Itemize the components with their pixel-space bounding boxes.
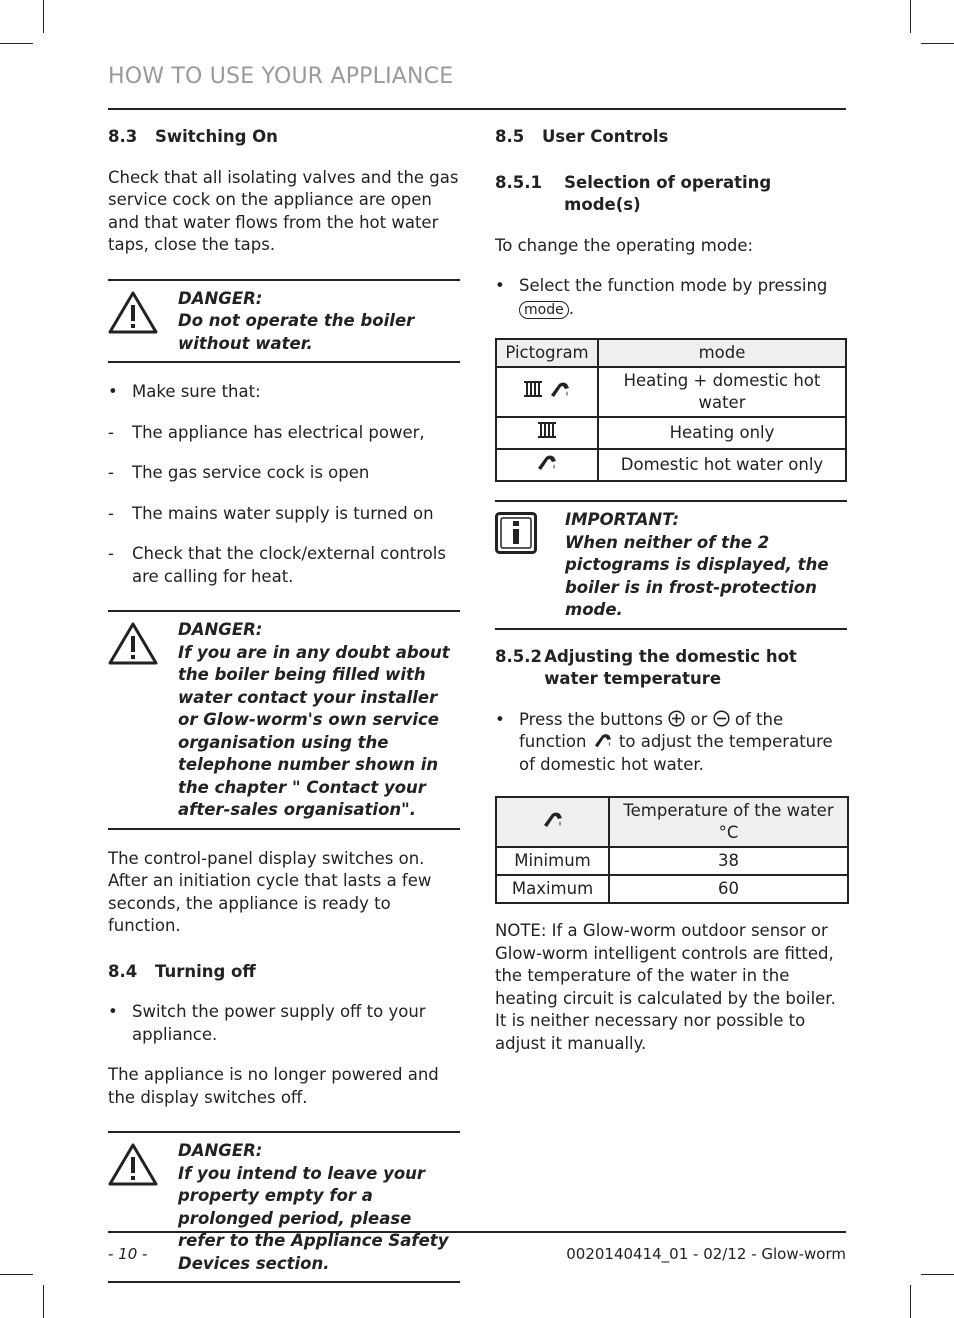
tap-icon [549, 384, 571, 403]
list-item: - The appliance has electrical power, [108, 422, 425, 442]
warning-icon [108, 619, 178, 822]
pictogram-cell [496, 449, 598, 481]
page-number: - 10 - [108, 1245, 148, 1263]
pictogram-cell [496, 367, 598, 417]
crop-mark [43, 1285, 44, 1318]
crop-mark [921, 1274, 954, 1275]
crop-mark [43, 0, 44, 33]
danger-callout: DANGER: If you are in any doubt about the boiler being filled with water contact your installer or Glow-worm's own service organisation using the telephone number shown in the chapter " Contact your after-sales organisation". [108, 610, 460, 830]
radiator-icon [523, 384, 543, 403]
danger-callout: DANGER: Do not operate the boiler without water. [108, 279, 460, 364]
section-heading-8-3: 8.3 Switching On [108, 127, 278, 146]
tap-icon [542, 814, 564, 833]
table-header: Pictogram [496, 339, 598, 367]
list-item: - Check that the clock/external controls are calling for heat. [108, 544, 446, 586]
tap-icon [536, 457, 558, 476]
pictogram-cell [496, 417, 598, 449]
crop-mark [0, 1274, 33, 1275]
page-footer [108, 1231, 846, 1263]
paragraph: Check that all isolating valves and the gas service cock on the appliance are open and that water flows from the hot water taps, close the taps. [108, 167, 459, 254]
temperature-table [495, 796, 849, 904]
table-header: Temperature of the water °C [609, 797, 848, 847]
crop-mark [910, 0, 911, 33]
danger-callout: DANGER: If you intend to leave your property empty for a prolonged period, please refer to the Appliance Safety Devices section. [108, 1131, 460, 1283]
table-cell: Maximum [496, 875, 609, 903]
paragraph: To change the operating mode: [495, 235, 754, 255]
table-cell: Heating only [598, 417, 846, 449]
warning-icon [108, 288, 178, 356]
important-callout: IMPORTANT: When neither of the 2 pictograms is displayed, the boiler is in frost-protection mode. [495, 500, 847, 630]
list-item: - The gas service cock is open [108, 463, 370, 482]
mode-table [495, 338, 847, 482]
page-header [108, 64, 846, 110]
paragraph: The appliance is no longer powered and the display switches off. [108, 1065, 439, 1107]
list-item: • Select the function mode by pressing mode . [495, 276, 828, 318]
section-heading-8-5: 8.5 User Controls [495, 127, 669, 146]
paragraph: The control-panel display switches on. After an initiation cycle that lasts a few seconds, the appliance is ready to function. [108, 848, 432, 935]
left-column [108, 126, 460, 1283]
crop-mark [0, 43, 33, 44]
table-cell: Minimum [496, 847, 609, 875]
table-header: mode [598, 339, 846, 367]
table-cell: Heating + domestic hot water [598, 367, 846, 417]
section-heading-8-5-1: 8.5.1 Selection of operating mode(s) [495, 172, 772, 214]
document-reference: 0020140414_01 - 02/12 - Glow-worm [566, 1245, 846, 1263]
list-item: • Switch the power supply off to your appliance. [108, 1002, 426, 1044]
list-item: • Make sure that: [108, 382, 261, 401]
plus-button-icon [668, 710, 685, 729]
table-cell: 60 [609, 875, 848, 903]
crop-mark [910, 1285, 911, 1318]
info-icon [495, 509, 565, 622]
list-item: - The mains water supply is turned on [108, 503, 434, 523]
table-cell: Domestic hot water only [598, 449, 846, 481]
minus-button-icon [713, 710, 730, 729]
mode-button-glyph: mode [519, 301, 569, 319]
radiator-icon [537, 425, 557, 444]
crop-mark [921, 43, 954, 44]
section-heading-8-4: 8.4 Turning off [108, 961, 256, 981]
right-column [495, 126, 850, 1055]
table-cell: 38 [609, 847, 848, 875]
pictogram-cell [496, 797, 609, 847]
list-item: • Press the buttons or of the function to adjust the temperature of domestic hot water. [495, 709, 833, 774]
tap-icon [592, 732, 614, 751]
note-paragraph: NOTE: If a Glow-worm outdoor sensor or Glow-worm intelligent controls are fitted, the temperature of the water in the heating circuit is calculated by the boiler. It is neither necessary nor possible to adjust it manually. [495, 921, 836, 1053]
section-heading-8-5-2: 8.5.2 Adjusting the domestic hot water temperature [495, 646, 797, 688]
page-header-title: HOW TO USE YOUR APPLIANCE [108, 64, 454, 89]
